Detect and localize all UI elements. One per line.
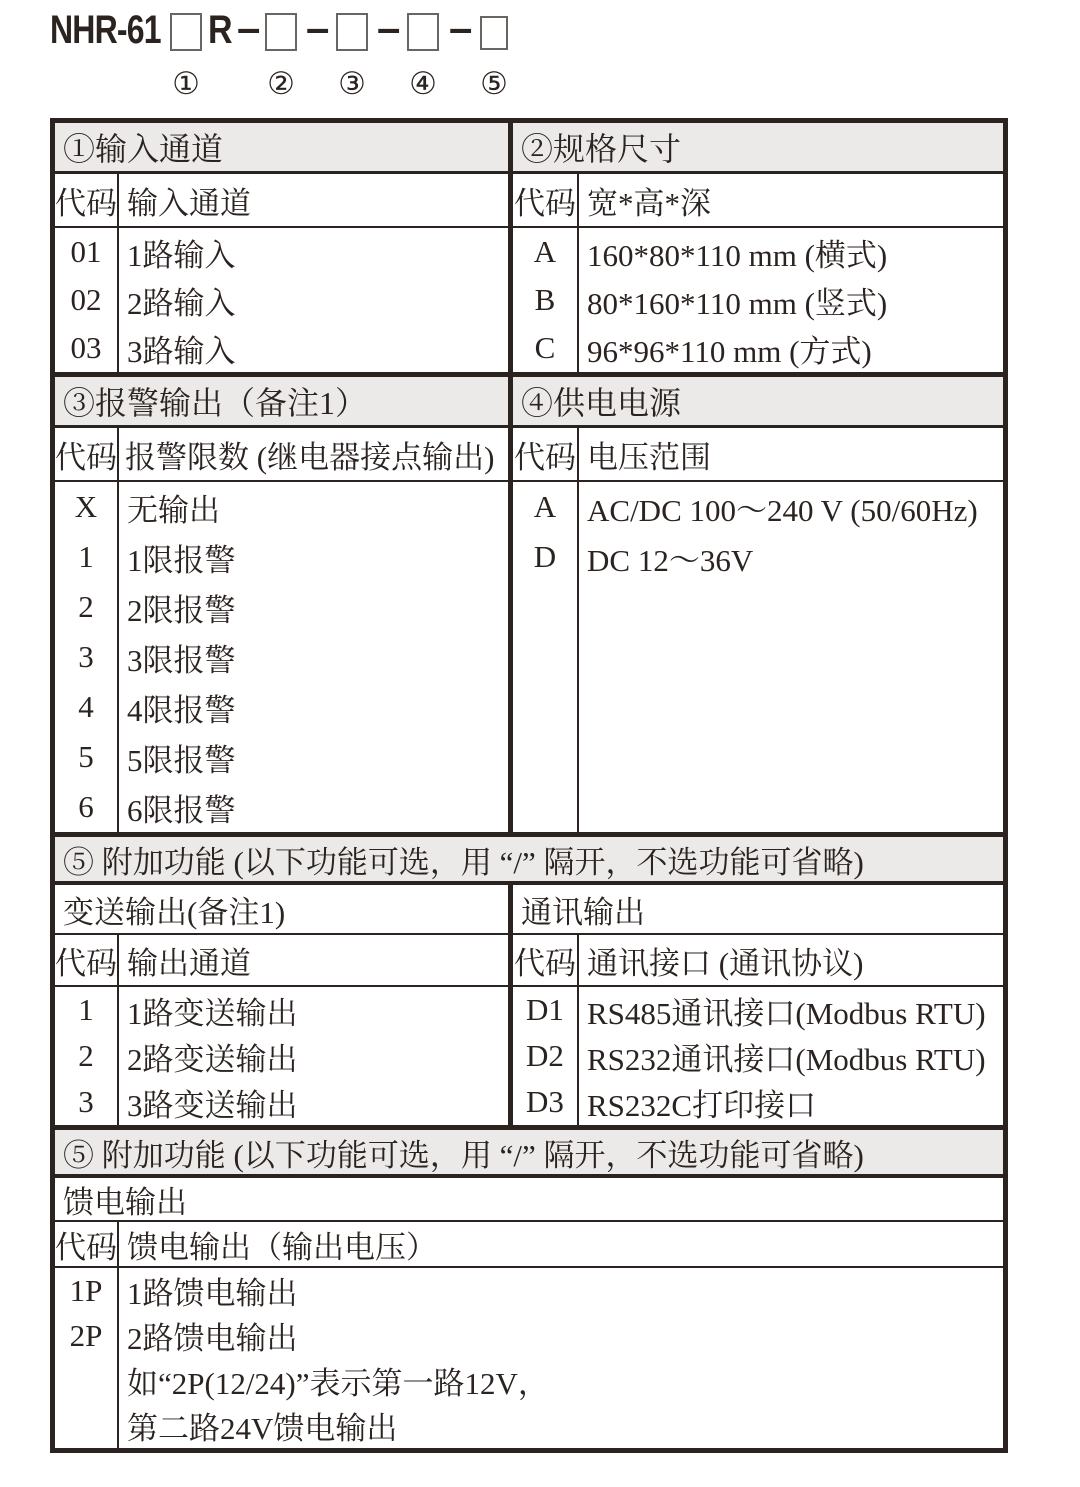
code-cell: D1: [513, 987, 579, 1033]
section-header-alarm-output: ③报警输出（备注1）: [55, 377, 513, 425]
marker-3: ③: [338, 66, 366, 101]
section-additional-functions-a: [55, 837, 1003, 1130]
model-name: NHR-61: [50, 8, 161, 52]
column-header-code: 代码: [55, 428, 119, 480]
ordering-table: [50, 118, 1008, 1453]
desc-cell: 3路变送输出: [127, 1087, 298, 1123]
column-header-desc: 电压范围: [587, 439, 711, 475]
marker-5: ⑤: [480, 66, 508, 101]
desc-cell: RS232C打印接口: [587, 1087, 817, 1123]
column-header-code: 代码: [513, 174, 579, 226]
code-cell: [513, 582, 579, 632]
code-slot-2: [265, 13, 297, 51]
code-cell: [55, 1403, 119, 1448]
code-cell: [513, 732, 579, 782]
desc-cell: [579, 782, 1003, 832]
code-cell: [513, 632, 579, 682]
desc-cell: 4限报警: [127, 692, 236, 728]
column-header-desc: 报警限数 (继电器接点输出): [125, 439, 495, 475]
code-cell: A: [513, 482, 579, 532]
section-header-input-channel: ①输入通道: [55, 123, 513, 171]
input-channel-rows: [55, 228, 513, 372]
desc-cell: 1路馈电输出: [127, 1276, 298, 1311]
model-dash: –: [449, 4, 473, 51]
section-header-size: ②规格尺寸: [521, 131, 682, 167]
code-cell: 03: [55, 324, 119, 372]
code-slot-1: [170, 13, 202, 51]
code-cell: 1: [55, 532, 119, 582]
code-cell: B: [513, 276, 579, 324]
code-cell: D3: [513, 1079, 579, 1125]
model-dash: –: [306, 4, 330, 51]
desc-cell: 2限报警: [127, 592, 236, 628]
desc-cell: 2路输入: [127, 285, 236, 321]
desc-cell: 3限报警: [127, 642, 236, 678]
alarm-rows: [55, 482, 513, 832]
code-cell: 1P: [55, 1268, 119, 1313]
feed-output-rows: [55, 1268, 1003, 1448]
column-header-code: 代码: [513, 935, 579, 985]
column-header-code: 代码: [55, 1222, 119, 1266]
code-cell: 6: [55, 782, 119, 832]
section-header-additional-functions: ⑤ 附加功能 (以下功能可选，用 “/” 隔开，不选功能可省略): [55, 837, 1003, 885]
desc-cell: 第二路24V馈电输出: [127, 1411, 398, 1446]
desc-cell: 如“2P(12/24)”表示第一路12V，: [127, 1366, 549, 1401]
column-header-code: 代码: [513, 428, 579, 480]
model-dash: –: [377, 4, 401, 51]
model-code-diagram: [0, 0, 1080, 118]
section-header-power-supply: ④供电电源: [521, 385, 682, 421]
desc-cell: 160*80*110 mm (横式): [587, 237, 888, 273]
code-cell: [513, 782, 579, 832]
code-slot-4: [407, 13, 439, 51]
desc-cell: 1路输入: [127, 237, 236, 273]
column-header-desc: 馈电输出（输出电压）: [127, 1229, 437, 1265]
column-header-code: 代码: [55, 935, 119, 985]
size-rows: [513, 228, 1003, 372]
desc-cell: [579, 732, 1003, 782]
marker-4: ④: [409, 66, 437, 101]
section-header-additional-functions: ⑤ 附加功能 (以下功能可选，用 “/” 隔开，不选功能可省略): [55, 1130, 1003, 1178]
desc-cell: 1路变送输出: [127, 995, 298, 1031]
model-dash: –: [237, 4, 261, 51]
marker-2: ②: [267, 66, 295, 101]
code-cell: A: [513, 228, 579, 276]
desc-cell: 1限报警: [127, 542, 236, 578]
desc-cell: 80*160*110 mm (竖式): [587, 285, 888, 321]
code-cell: 2P: [55, 1313, 119, 1358]
code-cell: X: [55, 482, 119, 532]
code-slot-3: [336, 13, 368, 51]
column-header-desc: 输出通道: [127, 945, 251, 981]
code-slot-5: [480, 16, 508, 50]
transmit-rows: [55, 987, 513, 1125]
section-alarm-and-power: [55, 377, 1003, 837]
desc-cell: [579, 632, 1003, 682]
desc-cell: 无输出: [127, 492, 220, 528]
code-cell: D2: [513, 1033, 579, 1079]
desc-cell: [579, 682, 1003, 732]
code-cell: 3: [55, 632, 119, 682]
desc-cell: 6限报警: [127, 792, 236, 828]
model-r-label: R: [208, 8, 233, 52]
desc-cell: [579, 582, 1003, 632]
code-cell: 4: [55, 682, 119, 732]
section-additional-functions-b: [55, 1130, 1003, 1448]
code-cell: 2: [55, 582, 119, 632]
code-cell: 2: [55, 1033, 119, 1079]
column-header-desc: 宽*高*深: [587, 185, 711, 221]
code-cell: 01: [55, 228, 119, 276]
desc-cell: RS485通讯接口(Modbus RTU): [587, 995, 986, 1031]
power-rows: [513, 482, 1003, 832]
section-input-and-size: [55, 123, 1003, 377]
code-cell: D: [513, 532, 579, 582]
communication-rows: [513, 987, 1003, 1125]
code-cell: [513, 682, 579, 732]
subsection-feed-output: 馈电输出: [55, 1178, 1003, 1222]
code-cell: 02: [55, 276, 119, 324]
code-cell: C: [513, 324, 579, 372]
desc-cell: AC/DC 100～240 V (50/60Hz): [587, 492, 978, 528]
desc-cell: 96*96*110 mm (方式): [587, 333, 872, 369]
desc-cell: 2路馈电输出: [127, 1321, 298, 1356]
desc-cell: DC 12～36V: [587, 542, 754, 578]
desc-cell: 3路输入: [127, 333, 236, 369]
code-cell: 5: [55, 732, 119, 782]
subsection-communication-output: 通讯输出: [521, 894, 645, 930]
column-header-desc: 通讯接口 (通讯协议): [587, 945, 864, 981]
marker-1: ①: [172, 66, 200, 101]
subsection-transmit-output: 变送输出(备注1): [55, 885, 513, 933]
code-cell: 3: [55, 1079, 119, 1125]
code-cell: 1: [55, 987, 119, 1033]
column-header-desc: 输入通道: [127, 185, 251, 221]
desc-cell: 5限报警: [127, 742, 236, 778]
column-header-code: 代码: [55, 174, 119, 226]
desc-cell: 2路变送输出: [127, 1041, 298, 1077]
desc-cell: RS232通讯接口(Modbus RTU): [587, 1041, 986, 1077]
code-cell: [55, 1358, 119, 1403]
